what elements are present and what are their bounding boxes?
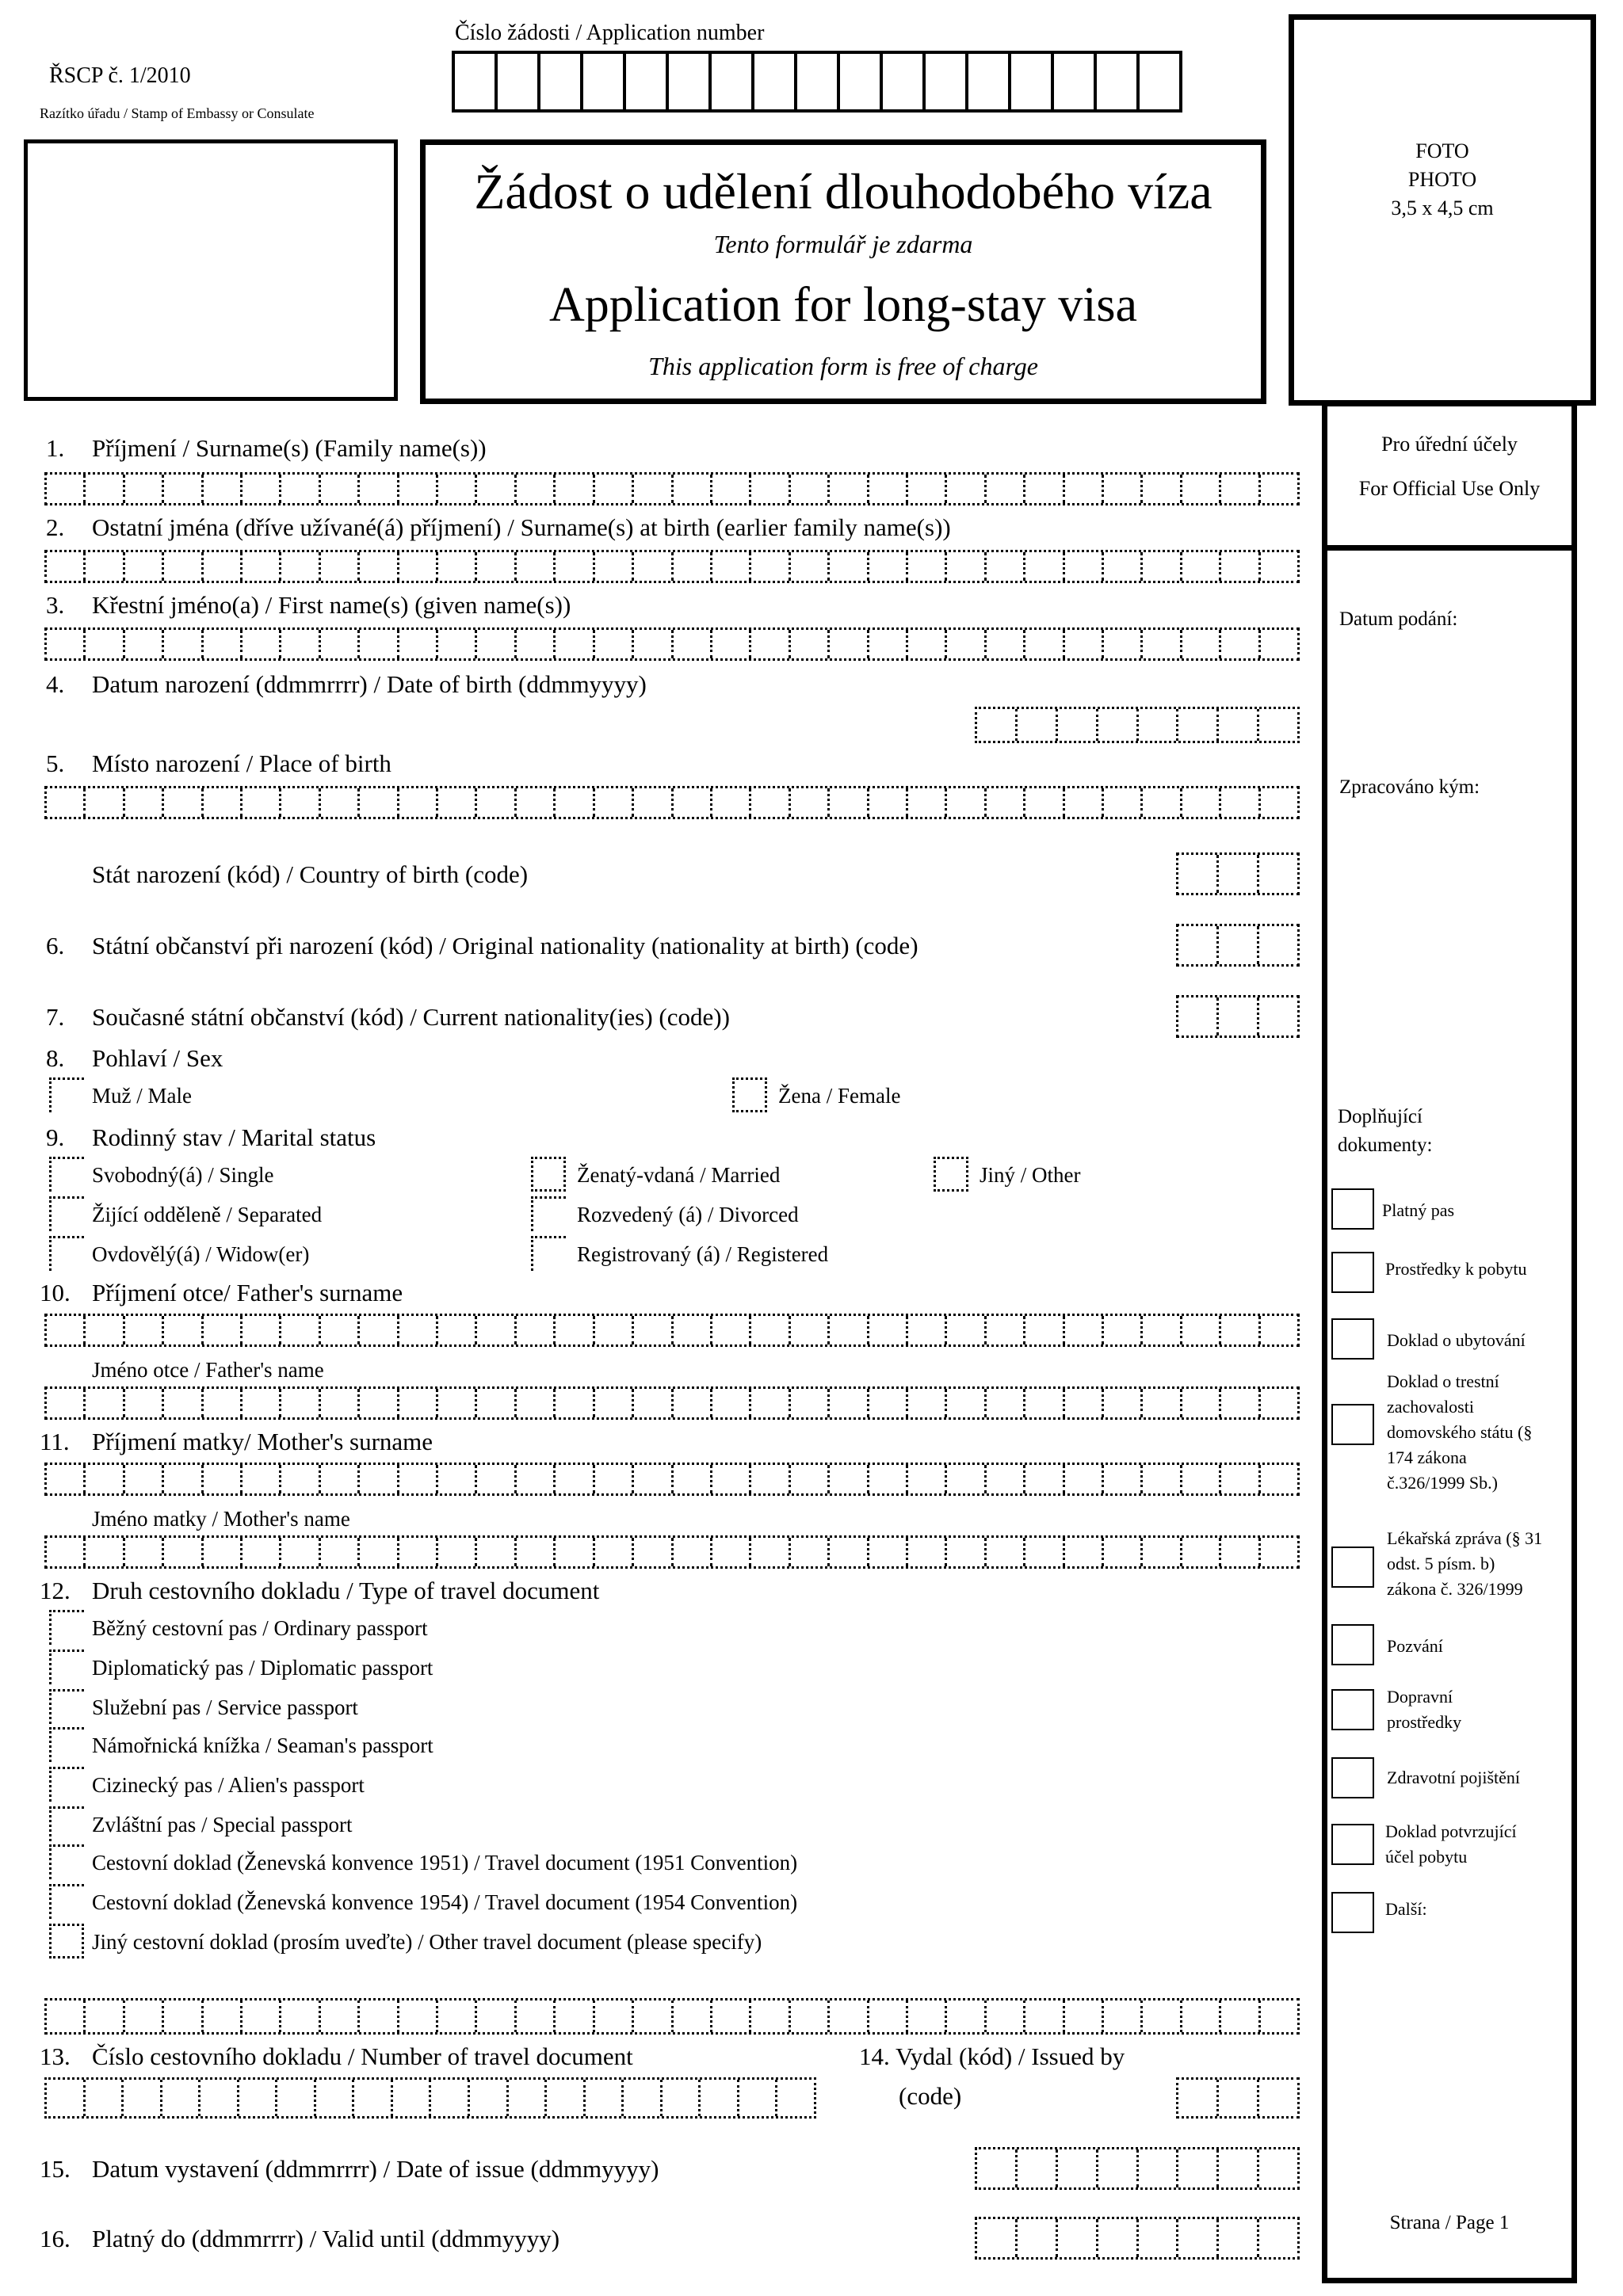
father-name-field[interactable] (44, 1386, 1300, 1420)
mother-surname-label: Příjmení matky/ Mother's surname (92, 1428, 433, 1455)
field-number: 4. (46, 670, 65, 698)
marital-option-label: Žijící odděleně / Separated (92, 1203, 323, 1226)
marital-separated-checkbox[interactable] (49, 1196, 84, 1231)
country-of-birth-field[interactable] (1176, 852, 1300, 895)
field-number: 15. (40, 2155, 71, 2183)
free-note-en: This application form is free of charge (648, 352, 1038, 380)
doc-label: domovského státu (§ (1387, 1422, 1533, 1442)
doc-type-option: Cestovní doklad (Ženevská konvence 1951) / Travel document (1951 Convention) (92, 1851, 798, 1875)
doc-checkbox-accommodation[interactable] (1331, 1318, 1374, 1360)
place-of-birth-label: Místo narození / Place of birth (92, 749, 391, 777)
marital-option-label: Svobodný(á) / Single (92, 1163, 274, 1187)
doc-label: Pozvání (1387, 1636, 1443, 1656)
dob-field[interactable] (975, 707, 1300, 743)
original-nationality-field[interactable] (1176, 924, 1300, 967)
doc-type-option: Běžný cestovní pas / Ordinary passport (92, 1616, 428, 1640)
doc-checkbox-passport[interactable] (1331, 1188, 1374, 1230)
doc-type-option: Cestovní doklad (Ženevská konvence 1954) / Travel document (1954 Convention) (92, 1890, 798, 1914)
field-number: 6. (46, 932, 65, 959)
doc-label: Lékařská zpráva (§ 31 (1387, 1528, 1543, 1548)
app-number-field[interactable] (452, 51, 1182, 113)
father-surname-field[interactable] (44, 1314, 1300, 1347)
marital-registered-checkbox[interactable] (531, 1236, 566, 1271)
original-nationality-label: Státní občanství při narození (kód) / Original nationality (nationality at birth) (code) (92, 932, 918, 959)
doc-type-checkbox[interactable] (49, 1924, 84, 1958)
doc-checkbox-other[interactable] (1331, 1892, 1374, 1933)
official-title-en: For Official Use Only (1358, 477, 1541, 500)
valid-until-field[interactable] (975, 2217, 1300, 2260)
first-name-field[interactable] (44, 627, 1300, 661)
marital-single-checkbox[interactable] (49, 1157, 84, 1192)
doc-checkbox-transport[interactable] (1331, 1689, 1374, 1730)
first-name-label: Křestní jméno(a) / First name(s) (given name(s)) (92, 591, 571, 619)
birth-surname-field[interactable] (44, 550, 1300, 583)
father-name-label: Jméno otce / Father's name (92, 1358, 324, 1382)
field-number: 13. (40, 2042, 71, 2070)
marital-option-label: Ovdovělý(á) / Widow(er) (92, 1242, 310, 1266)
stamp-box (24, 139, 398, 401)
page-title-en: Application for long-stay visa (548, 278, 1138, 332)
valid-until-label: Platný do (ddmmrrrr) / Valid until (ddmmyyyy) (92, 2225, 560, 2252)
doc-label: Dopravní (1387, 1687, 1453, 1707)
doc-type-checkbox[interactable] (49, 1650, 84, 1684)
date-of-issue-label: Datum vystavení (ddmmrrrr) / Date of issue (ddmmyyyy) (92, 2155, 659, 2183)
page-title-cz: Žádost o udělení dlouhodobého víza (474, 163, 1212, 219)
doc-label: Platný pas (1382, 1200, 1455, 1220)
doc-checkbox-purpose[interactable] (1331, 1824, 1374, 1865)
marital-status-label: Rodinný stav / Marital status (92, 1123, 376, 1151)
sex-male-label: Muž / Male (92, 1084, 192, 1108)
free-note-cz: Tento formulář je zdarma (713, 230, 973, 258)
surname-field[interactable] (44, 472, 1300, 505)
marital-other-checkbox[interactable] (934, 1157, 968, 1192)
country-of-birth-label: Stát narození (kód) / Country of birth (code) (92, 860, 529, 888)
stamp-label: Razítko úřadu / Stamp of Embassy or Consulate (40, 105, 315, 121)
field-number: 9. (46, 1123, 65, 1151)
doc-checkbox-criminal-record[interactable] (1331, 1404, 1374, 1445)
doc-type-checkbox[interactable] (49, 1806, 84, 1841)
photo-label-2: PHOTO (1407, 168, 1477, 191)
date-of-issue-field[interactable] (975, 2147, 1300, 2190)
photo-label-1: FOTO (1415, 139, 1469, 162)
doc-type-option: Námořnická knížka / Seaman's passport (92, 1733, 433, 1757)
doc-label: 174 zákona (1387, 1447, 1467, 1467)
doc-checkbox-medical[interactable] (1331, 1547, 1374, 1588)
doc-type-checkbox[interactable] (49, 1767, 84, 1802)
doc-label: zákona č. 326/1999 (1387, 1579, 1523, 1599)
doc-label: Doklad o trestní (1387, 1371, 1499, 1391)
sex-female-checkbox[interactable] (732, 1077, 767, 1112)
marital-option-label: Jiný / Other (980, 1163, 1081, 1187)
field-number: 10. (40, 1279, 71, 1306)
doc-label: Doklad potvrzující (1385, 1821, 1517, 1841)
supp-docs-label-2: dokumenty: (1338, 1135, 1433, 1156)
other-document-field[interactable] (44, 1998, 1300, 2035)
doc-label: č.326/1999 Sb.) (1387, 1473, 1498, 1493)
doc-type-checkbox[interactable] (49, 1844, 84, 1879)
current-nationality-field[interactable] (1176, 995, 1300, 1038)
field-number: 7. (46, 1003, 65, 1031)
document-number-field[interactable] (44, 2077, 816, 2119)
father-surname-label: Příjmení otce/ Father's surname (92, 1279, 403, 1306)
field-number: 11. (40, 1428, 70, 1455)
doc-label: zachovalosti (1387, 1397, 1474, 1417)
doc-type-option: Jiný cestovní doklad (prosím uveďte) / Other travel document (please specify) (92, 1930, 762, 1954)
doc-type-checkbox[interactable] (49, 1610, 84, 1645)
processed-by-label: Zpracováno kým: (1339, 776, 1480, 798)
doc-label: účel pobytu (1385, 1847, 1468, 1867)
doc-type-option: Služební pas / Service passport (92, 1695, 358, 1719)
sex-label: Pohlaví / Sex (92, 1044, 223, 1072)
app-number-label: Číslo žádosti / Application number (455, 21, 765, 45)
marital-widowed-checkbox[interactable] (49, 1236, 84, 1271)
doc-checkbox-invitation[interactable] (1331, 1624, 1374, 1665)
marital-divorced-checkbox[interactable] (531, 1196, 566, 1231)
doc-type-checkbox[interactable] (49, 1884, 84, 1919)
doc-label: Doklad o ubytování (1387, 1330, 1526, 1350)
issued-by-code-label: (code) (899, 2082, 962, 2110)
travel-document-type-label: Druh cestovního dokladu / Type of travel document (92, 1577, 600, 1604)
doc-type-option: Cizinecký pas / Alien's passport (92, 1773, 365, 1797)
field-number: 2. (46, 513, 65, 541)
doc-type-option: Diplomatický pas / Diplomatic passport (92, 1656, 433, 1680)
marital-option-label: Registrovaný (á) / Registered (577, 1242, 829, 1266)
doc-type-option: Zvláštní pas / Special passport (92, 1813, 353, 1836)
issued-by-label: 14. Vydal (kód) / Issued by (859, 2042, 1125, 2070)
photo-size: 3,5 x 4,5 cm (1391, 196, 1494, 219)
field-number: 12. (40, 1577, 71, 1604)
supp-docs-label-1: Doplňující (1338, 1106, 1423, 1127)
mother-surname-field[interactable] (44, 1463, 1300, 1496)
field-number: 3. (46, 591, 65, 619)
doc-label: odst. 5 písm. b) (1387, 1554, 1495, 1573)
sex-female-label: Žena / Female (778, 1084, 901, 1108)
date-submitted-label: Datum podání: (1339, 608, 1458, 630)
field-number: 1. (46, 434, 65, 462)
doc-type-checkbox[interactable] (49, 1727, 84, 1762)
sex-male-checkbox[interactable] (49, 1077, 84, 1112)
marital-option-label: Rozvedený (á) / Divorced (577, 1203, 799, 1226)
doc-label: Prostředky k pobytu (1385, 1259, 1527, 1279)
mother-name-field[interactable] (44, 1535, 1300, 1569)
official-title-cz: Pro úřední účely (1381, 433, 1518, 456)
mother-name-label: Jméno matky / Mother's name (92, 1507, 350, 1531)
surname-label: Příjmení / Surname(s) (Family name(s)) (92, 434, 487, 462)
field-number: 16. (40, 2225, 71, 2252)
doc-checkbox-insurance[interactable] (1331, 1757, 1374, 1798)
current-nationality-label: Současné státní občanství (kód) / Current nationality(ies) (code)) (92, 1003, 730, 1031)
place-of-birth-field[interactable] (44, 786, 1300, 819)
marital-option-label: Ženatý-vdaná / Married (577, 1163, 781, 1187)
field-number: 5. (46, 749, 65, 777)
doc-label: Zdravotní pojištění (1387, 1768, 1521, 1787)
dob-label: Datum narození (ddmmrrrr) / Date of birth (ddmmyyyy) (92, 670, 647, 698)
field-number: 8. (46, 1044, 65, 1072)
doc-type-checkbox[interactable] (49, 1689, 84, 1724)
marital-married-checkbox[interactable] (531, 1157, 566, 1192)
page-number: Strana / Page 1 (1389, 2212, 1510, 2233)
doc-label: prostředky (1387, 1712, 1462, 1732)
issued-by-field[interactable] (1176, 2077, 1300, 2119)
doc-label: Další: (1385, 1899, 1427, 1919)
form-code: ŘSCP č. 1/2010 (49, 63, 191, 88)
birth-surname-label: Ostatní jména (dříve užívané(á) příjmení) / Surname(s) at birth (earlier family name(s)) (92, 513, 951, 541)
official-divider (1322, 545, 1577, 551)
doc-checkbox-funds[interactable] (1331, 1252, 1374, 1293)
document-number-label: Číslo cestovního dokladu / Number of travel document (92, 2042, 633, 2070)
